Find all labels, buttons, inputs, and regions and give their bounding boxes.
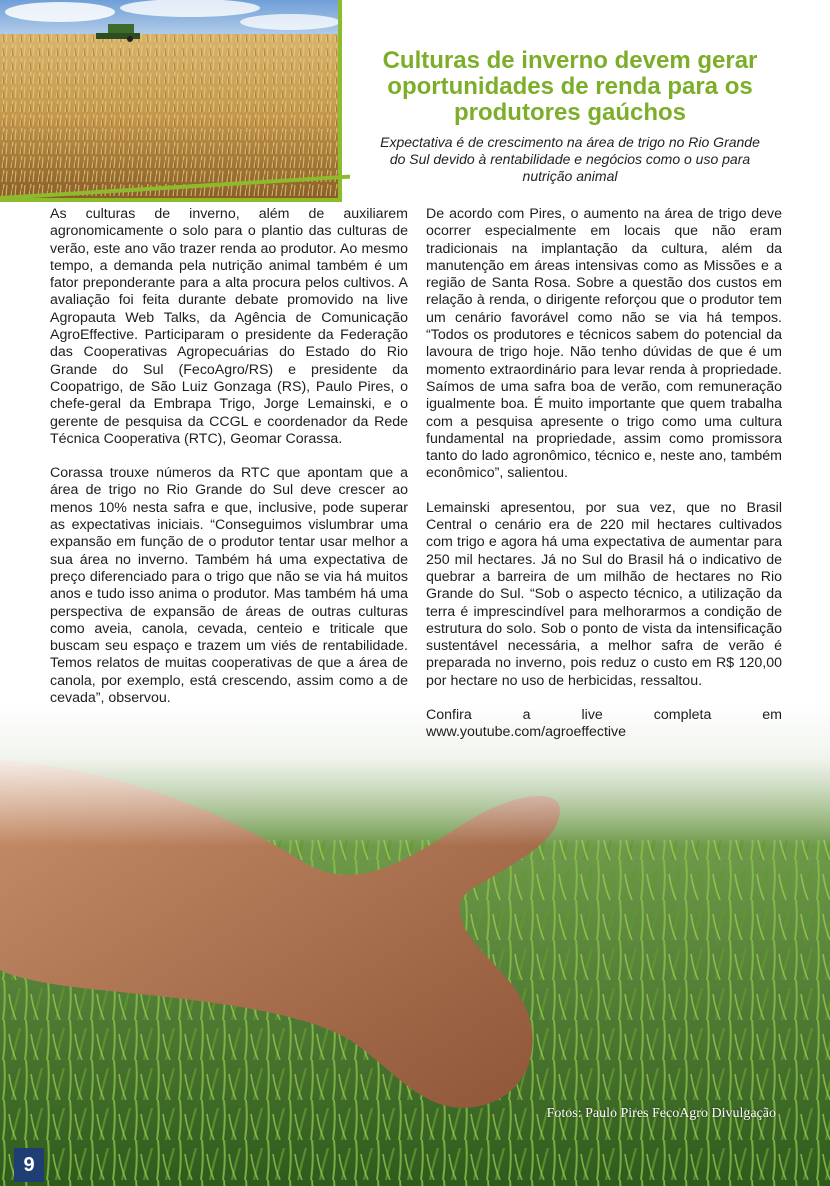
page-number: 9 (14, 1148, 44, 1182)
live-link-paragraph[interactable]: Confira a live completa em www.youtube.com/agroeffective (426, 707, 782, 741)
paragraph: Corassa trouxe números da RTC que apontam que a área de trigo no Rio Grande do Sul deve crescer ao menos 10% nesta safra e que, inclusive, pode superar as expectativas iniciais. “Conseguimos vislumbrar uma expansão em função de o produtor tentar usar melhor a sua área no inverno. Também há uma expectativa de preço diferenciado para o trigo que não se via há muitos anos e tudo isso anima o produtor. Mas também há uma perspectiva de expansão de áreas de outras culturas como aveia, canola, cevada, centeio e triticale que buscam seu espaço e trazem um viés de rentabilidade. Temos relatos de muitas cooperativas de que a área de canola, por exemplo, está crescendo, assim como a de cevada”, observou. (50, 465, 408, 707)
article-column-right (426, 206, 782, 759)
photo-credit: Fotos: Paulo Pires FecoAgro Divulgação (546, 1106, 776, 1121)
paragraph: Lemainski apresentou, por sua vez, que no Brasil Central o cenário era de 220 mil hectares cultivados com trigo e agora há uma expectativa de aumentar para 250 mil hectares. Já no Sul do Brasil há o indicativo de quebrar a barreira de um milhão de hectares no Rio Grande do Sul. “Sob o aspecto técnico, a utilização da terra é imprescindível para melhorarmos a condição de estrutura do solo. Sob o ponto de vista da intensificação sustentável necessária, a melhor safra de verão é preparada no inverno, pois reduz o custo em R$ 120,00 por hectare no uso de herbicidas, ressaltou. (426, 499, 782, 689)
paragraph: As culturas de inverno, além de auxiliarem agronomicamente o solo para o plantio das culturas de verão, este ano vão trazer renda ao produtor. Ao mesmo tempo, a demanda pela nutrição animal também é um fator preponderante para a alta procura pelos cultivos. A avaliação foi feita durante debate promovido na live Agropauta Web Talks, da Agência de Comunicação AgroEffective. Participaram o presidente da Federação das Cooperativas Agropecuárias do Estado do Rio Grande do Sul (FecoAgro/RS) e presidente da Coopatrigo, de São Luiz Gonzaga (RS), Paulo Pires, o chefe-geral da Embrapa Trigo, Jorge Lemainski, e o gerente de pesquisa da CCGL e coordenador da Rede Técnica Cooperativa (RTC), Geomar Corassa. (50, 206, 408, 447)
paragraph: De acordo com Pires, o aumento na área de trigo deve ocorrer especialmente em locais que não eram tradicionais na implantação da cultura, além da manutenção em áreas intensivas como as Missões e a região de Santa Rosa. Sobre a questão dos custos em relação à renda, o dirigente reforçou que o produtor tem um cenário favorável como não se via há tempos. “Todos os produtores e técnicos sabem do potencial da lavoura de trigo hoje. Não tenho dúvidas de que é um momento extraordinário para levar renda à propriedade. Saímos de uma safra boa de verão, com remuneração igualmente boa. É muito importante que quem trabalha com a pesquisa apresente o trigo como uma cultura fundamental na propriedade, assim como promissora tanto do lado agronômico, técnico e, neste ano, também econômico”, salientou. (426, 206, 782, 482)
article-column-left (50, 206, 408, 724)
article-title: Culturas de inverno devem gerar oportunidades de renda para os produtores gaúchos (382, 47, 758, 126)
article-subtitle: Expectativa é de crescimento na área de trigo no Rio Grande do Sul devido à rentabilidade e negócios como o uso para nutrição animal (380, 134, 760, 184)
wheat-field-photo (0, 0, 342, 202)
